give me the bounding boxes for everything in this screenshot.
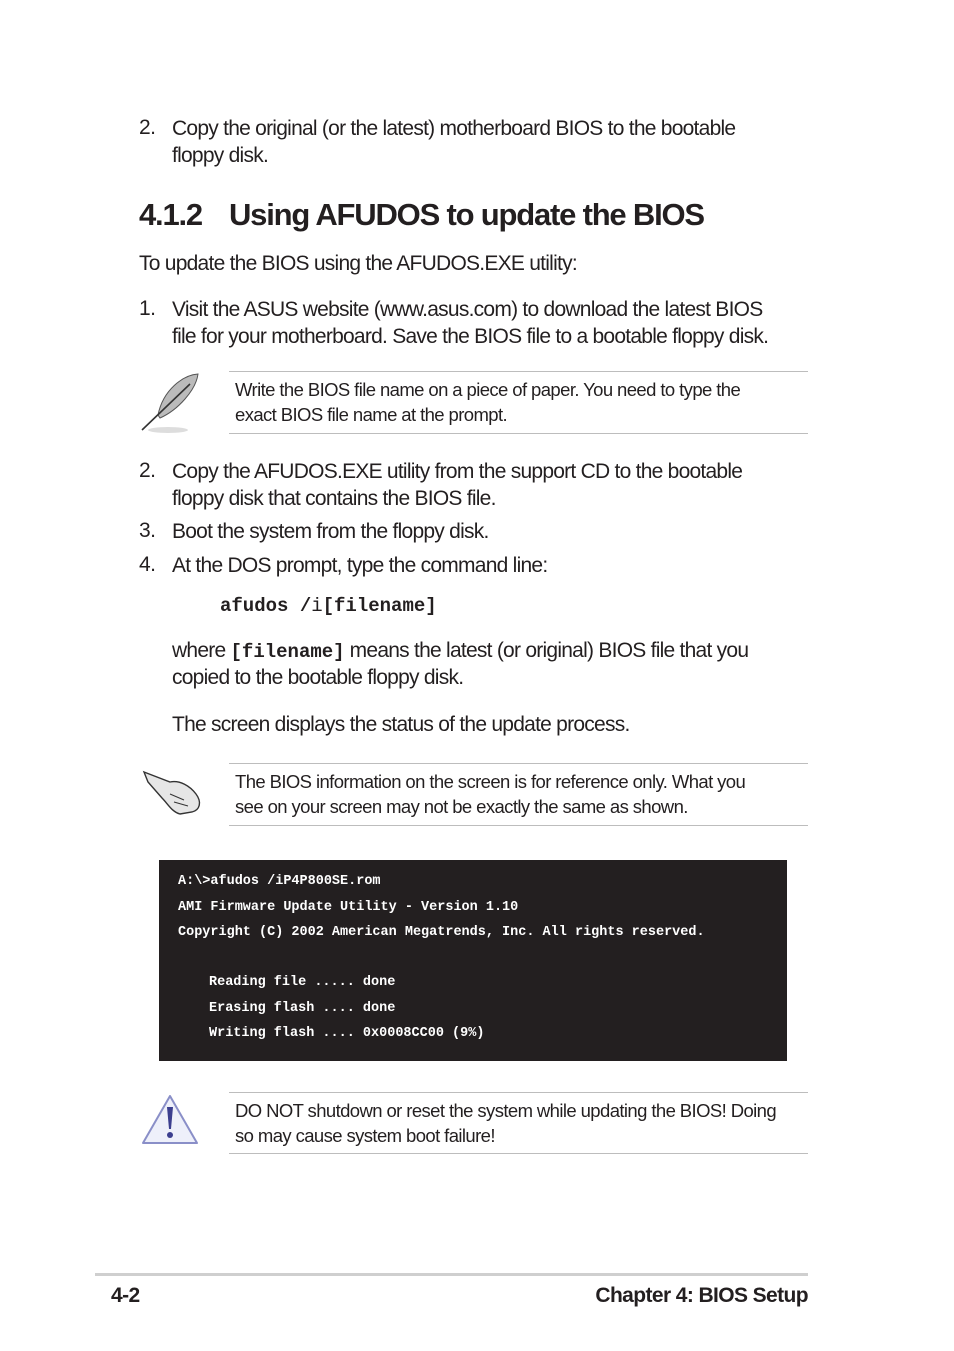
note-rule [229,763,808,764]
step-text: At the DOS prompt, type the command line: [172,554,548,577]
where-post: means the latest (or original) BIOS file that you [344,639,749,662]
filename-arg: [filename] [230,641,345,663]
note-text: Write the BIOS file name on a piece of paper. You need to type the [235,379,741,400]
warning-text: so may cause system boot failure! [235,1125,495,1146]
feather-pen-icon [138,370,204,436]
terminal-line: Copyright (C) 2002 American Megatrends, Inc. All rights reserved. [178,925,705,940]
step-text: floppy disk. [172,144,269,167]
note-text: The BIOS information on the screen is for reference only. What you [235,771,746,792]
note-rule [229,371,808,372]
intro-text: To update the BIOS using the AFUDOS.EXE utility: [139,252,577,275]
warning-text: DO NOT shutdown or reset the system while updating the BIOS! Doing [235,1100,777,1121]
step-number: 2. [139,459,156,482]
step-text: Copy the AFUDOS.EXE utility from the support CD to the bootable [172,460,743,483]
note-text: exact BIOS file name at the prompt. [235,404,508,425]
warning-icon [140,1093,200,1147]
terminal-screenshot [159,860,787,1061]
note-rule [229,825,808,826]
step-text: Boot the system from the floppy disk. [172,520,489,543]
section-title: Using AFUDOS to update the BIOS [229,197,704,232]
command-arg: [filename] [322,595,437,617]
command: afudos / [220,595,312,617]
step-text: Copy the original (or the latest) motherboard BIOS to the bootable [172,117,736,140]
terminal-progress-line: Writing flash .... 0x0008CC00 (9%) [209,1026,485,1041]
note-rule [229,1153,808,1154]
section-heading [139,197,704,233]
where-text: copied to the bootable floppy disk. [172,666,464,689]
terminal-progress-line: Reading file ..... done [209,975,396,990]
command-line [220,593,437,619]
step-text: file for your motherboard. Save the BIOS file to a bootable floppy disk. [172,325,769,348]
note-rule [229,1092,808,1093]
command-flag: i [311,595,323,617]
where-pre: where [172,639,231,662]
section-number: 4.1.2 [139,197,202,232]
note-text: see on your screen may not be exactly the same as shown. [235,796,688,817]
pointing-hand-icon [140,764,206,818]
step-text: Visit the ASUS website (www.asus.com) to download the latest BIOS [172,298,763,321]
page-number: 4-2 [111,1284,140,1307]
step-number: 3. [139,519,156,542]
note-rule [229,433,808,434]
status-text: The screen displays the status of the update process. [172,713,630,736]
terminal-line: AMI Firmware Update Utility - Version 1.10 [178,900,519,915]
step-number: 2. [139,116,156,139]
terminal-progress-line: Erasing flash .... done [209,1001,396,1016]
footer-rule [95,1273,808,1276]
where-text [172,638,748,665]
step-text: floppy disk that contains the BIOS file. [172,487,496,510]
chapter-title: Chapter 4: BIOS Setup [595,1284,808,1307]
terminal-line: A:\>afudos /iP4P800SE.rom [178,874,381,889]
step-number: 4. [139,553,156,576]
step-number: 1. [139,297,156,320]
